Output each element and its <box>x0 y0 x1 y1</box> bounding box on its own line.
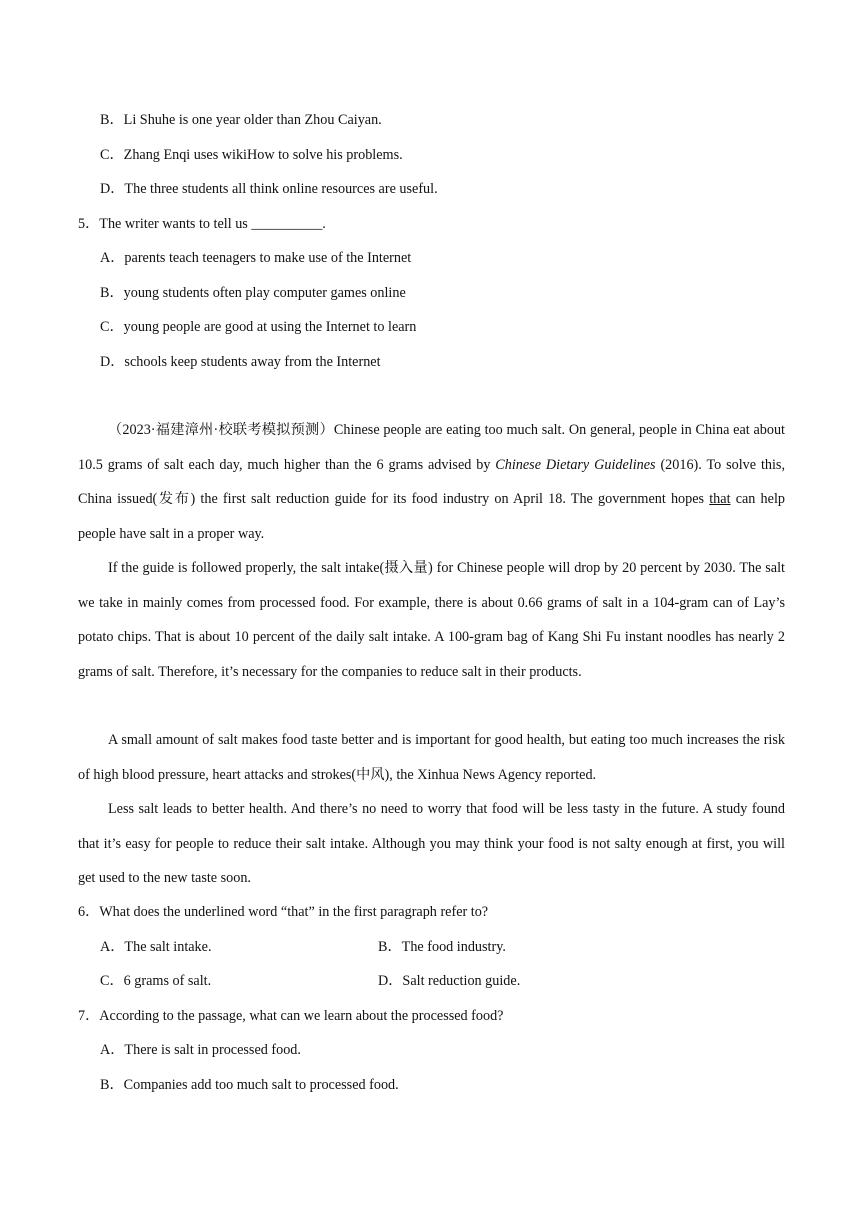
q6-option-d: D．Salt reduction guide. <box>378 973 521 989</box>
q5-option-a: A．parents teach teenagers to make use of the Internet <box>100 250 412 266</box>
passage-paragraph-2: If the guide is followed properly, the salt intake(摄入量) for Chinese people will drop by 20 percent by 2030. The salt we take in mainly comes from processed food. For example, there is about 0.66 grams of salt in a 104-gram can of Lay’s potato chips. That is about 10 percent of the daily salt intake. A 100-gram bag of Kang Shi Fu instant noodles has nearly 2 grams of salt. Therefore, it’s necessary for the companies to reduce salt in their products. <box>78 560 785 680</box>
q6-option-b: B．The food industry. <box>378 939 506 955</box>
q7-stem: 7．According to the passage, what can we learn about the processed food? <box>78 1008 504 1024</box>
q5-option-c: C．young people are good at using the Internet to learn <box>100 319 417 335</box>
underlined-word: that <box>709 491 731 507</box>
q6-stem: 6．What does the underlined word “that” in the first paragraph refer to? <box>78 904 489 920</box>
passage-paragraph-1: （2023·福建漳州·校联考模拟预测）Chinese people are eating too much salt. On general, people in China eat about 10.5 grams of salt each day, much higher than the 6 grams advised by Chinese Dietary Guidelines (2016). To solve this, China issued(发布) the first salt reduction guide for its food industry on April 18. The government hopes that can help people have salt in a proper way. <box>78 422 786 542</box>
q4-option-b: B．Li Shuhe is one year older than Zhou Caiyan. <box>100 112 382 128</box>
q4-option-d: D．The three students all think online resources are useful. <box>100 181 438 197</box>
passage-source: （2023·福建漳州·校联考模拟预测） <box>108 422 334 438</box>
passage-paragraph-4: Less salt leads to better health. And there’s no need to worry that food will be less tasty in the future. A study found that it’s easy for people to reduce their salt intake. Although you may think your food is not salty enough at first, you will get used to the new taste soon. <box>78 801 785 886</box>
q5-option-b: B．young students often play computer games online <box>100 285 406 301</box>
q7-option-b: B．Companies add too much salt to processed food. <box>100 1077 399 1093</box>
passage-paragraph-3: A small amount of salt makes food taste better and is important for good health, but eating too much increases the risk of high blood pressure, heart attacks and strokes(中风), the Xinhua News Agency reported. <box>78 732 785 783</box>
q4-option-c: C．Zhang Enqi uses wikiHow to solve his problems. <box>100 147 403 163</box>
q5-stem: 5．The writer wants to tell us __________. <box>78 216 326 232</box>
q6-option-c: C．6 grams of salt. <box>100 973 212 989</box>
q5-option-d: D．schools keep students away from the Internet <box>100 354 381 370</box>
guidelines-title: Chinese Dietary Guidelines <box>495 456 656 473</box>
q6-option-a: A．The salt intake. <box>100 939 212 955</box>
q7-option-a: A．There is salt in processed food. <box>100 1042 301 1058</box>
